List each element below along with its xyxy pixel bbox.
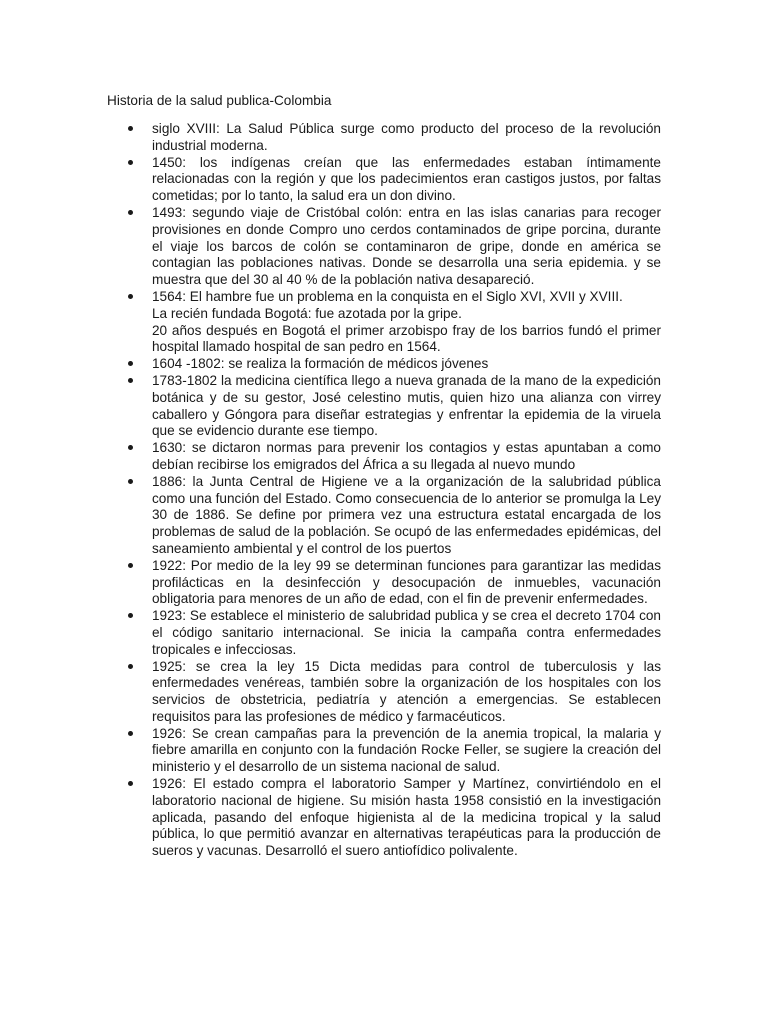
list-item-text: siglo XVIII: La Salud Pública surge como producto del proceso de la revolución industrial moderna. — [152, 121, 661, 153]
bullet-dot-icon — [128, 361, 133, 366]
bullet-dot-icon — [128, 210, 133, 215]
bullet-dot-icon — [128, 445, 133, 450]
list-item-text: La recién fundada Bogotá: fue azotada por la gripe. — [152, 305, 462, 321]
bullet-dot-icon — [128, 294, 133, 299]
bullet-dot-icon — [128, 731, 133, 736]
list-item-text: 1564: El hambre fue un problema en la conquista en el Siglo XVI, XVII y XVIII. — [152, 288, 623, 304]
list-item-text: 1926: El estado compra el laboratorio Samper y Martínez, convirtiéndolo en el laboratorio nacional de higiene. Su misión hasta 1958 consistió en la investigación aplicada, pasando del enfoque higienista al de la medicina tropical y la salud pública, lo que permitió avanzar en alternativas terapéuticas para la producción de sueros y vacunas. Desarrolló el suero antiofídico polivalente. — [152, 776, 661, 859]
list-item — [107, 289, 661, 356]
bullet-dot-icon — [128, 613, 133, 618]
list-item — [107, 373, 661, 440]
document-title: Historia de la salud publica-Colombia — [107, 93, 332, 108]
list-item — [107, 121, 661, 155]
bullet-dot-icon — [128, 781, 133, 786]
list-item — [107, 474, 661, 558]
list-item-text: 1925: se crea la ley 15 Dicta medidas para control de tuberculosis y las enfermedades venéreas, también sobre la organización de los hospitales con los servicios de obstetricia, pediatría y atención a emergencias. Se establecen requisitos para las profesiones de médico y farmacéuticos. — [152, 658, 661, 724]
list-item — [107, 776, 661, 860]
list-item-text: 1493: segundo viaje de Cristóbal colón: entra en las islas canarias para recoger provisiones en donde Compro uno cerdos contaminados de gripe porcina, durante el viaje los barcos de colón se contaminaron de gripe, donde en américa se contagian las poblaciones nativas. Donde se desarrolla una seria epidemia. y se muestra que del 30 al 40 % de la población nativa desapareció. — [152, 204, 661, 288]
list-item-text: 1886: la Junta Central de Higiene ve a la organización de la salubridad pública como una función del Estado. Como consecuencia de lo anterior se promulga la Ley 30 de 1886. Se define por primera vez una estructura estatal encargada de los problemas de salud de la población. Se ocupó de las enfermedades epidémicas, del saneamiento ambiental y el control de los puertos — [152, 473, 661, 556]
list-item-text: 1926: Se crean campañas para la prevención de la anemia tropical, la malaria y fiebre amarilla en conjunto con la fundación Rocke Feller, se sugiere la creación del ministerio y el desarrollo de un sistema nacional de salud. — [152, 725, 661, 775]
list-item — [107, 558, 661, 608]
bullet-dot-icon — [128, 126, 133, 131]
list-item — [107, 659, 661, 726]
list-item-text: 1922: Por medio de la ley 99 se determinan funciones para garantizar las medidas profilácticas en la desinfección y desocupación de inmuebles, vacunación obligatoria para menores de un año de edad, con el fin de prevenir enfermedades. — [152, 557, 661, 607]
list-item-text: 1783-1802 la medicina científica llego a nueva granada de la mano de la expedición botánica y de su gestor, José celestino mutis, quien hizo una alianza con virrey caballero y Góngora para diseñar estrategias y enfrentar la epidemia de la viruela que se evidencio durante ese tiempo. — [152, 372, 661, 439]
bullet-dot-icon — [128, 664, 133, 669]
bullet-dot-icon — [128, 563, 133, 568]
bullet-dot-icon — [128, 160, 133, 165]
list-item — [107, 356, 661, 373]
bullet-dot-icon — [128, 378, 133, 383]
list-item — [107, 155, 661, 205]
list-item-text: 1604 -1802: se realiza la formación de médicos jóvenes — [152, 356, 489, 372]
list-item-text: 1450: los indígenas creían que las enfermedades estaban íntimamente relacionadas con la región y que los padecimientos eran castigos justos, por faltas cometidas; por lo tanto, la salud era un don divino. — [152, 154, 661, 204]
list-item-text: 1630: se dictaron normas para prevenir los contagios y estas apuntaban a como debían recibirse los emigrados del África a su llegada al nuevo mundo — [152, 440, 661, 472]
list-item — [107, 608, 661, 658]
bullet-dot-icon — [128, 479, 133, 484]
bullet-list — [107, 121, 661, 860]
list-item — [107, 205, 661, 289]
list-item-text: 1923: Se establece el ministerio de salubridad publica y se crea el decreto 1704 con el código sanitario internacional. Se inicia la campaña contra enfermedades tropicales e infecciosas. — [152, 608, 661, 657]
list-item — [107, 440, 661, 474]
list-item — [107, 726, 661, 776]
list-item-text: 20 años después en Bogotá el primer arzobispo fray de los barrios fundó el primer hospital llamado hospital de san pedro en 1564. — [152, 322, 661, 355]
